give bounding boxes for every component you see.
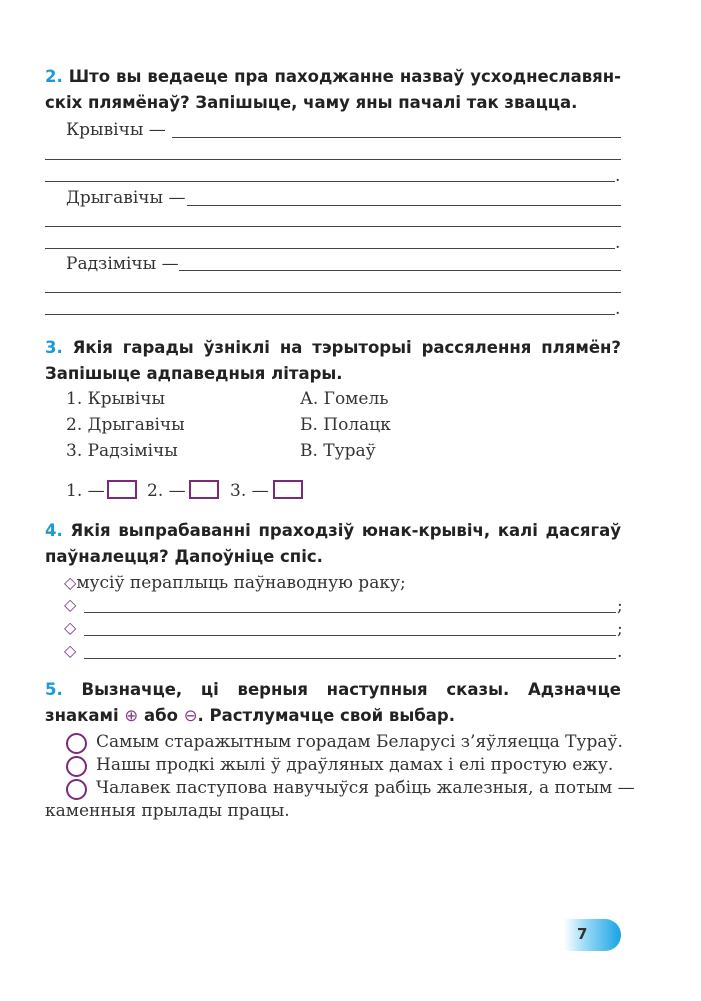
q2-item-dryhavichy: Дрыгавічы — [66,188,186,208]
q4-line-end: . [617,642,623,662]
question-4-number: 4. [45,521,63,540]
q5-statement-3-continuation: каменныя прылады працы. [45,801,290,821]
question-5-number: 5. [45,680,63,699]
q3-answer-box-1[interactable] [107,480,137,499]
q2-answer-line[interactable] [45,292,621,293]
diamond-bullet-icon: ◇ [64,573,77,592]
question-5-title [45,677,621,729]
q3-tribe-3: 3. Радзімічы [66,441,178,461]
q2-item-radzimichy: Радзімічы — [66,254,179,274]
page-number: 7 [577,925,588,943]
q5-statement-1: Самым старажытным горадам Беларусі з’яўляецца Тураў. [96,732,623,752]
q4-answer-line[interactable] [84,658,616,659]
question-3-number: 3. [45,338,63,357]
q5-statement-3: Чалавек паступова навучыўся рабіць жалезныя, а потым — [96,778,635,798]
q2-period: . [615,233,621,253]
q4-line-end: ; [617,619,623,639]
diamond-bullet-icon: ◇ [64,595,77,614]
q3-tribe-2: 2. Дрыгавічы [66,415,185,435]
question-5-text-part1: Вызначце, ці верныя наступныя сказы. Адзначце знакамі [45,680,621,725]
q4-line-end: ; [617,596,623,616]
q2-item-krivichy: Крывічы — [66,120,166,140]
q2-answer-line[interactable] [45,226,621,227]
q4-answer-line[interactable] [84,635,616,636]
q2-period: . [615,166,621,186]
diamond-bullet-icon: ◇ [64,618,77,637]
question-4-text: Якія выпрабаванні праходзіў юнак-крывіч, калі дасягаў паўналецця? Дапоўніце спіс. [45,521,621,566]
q3-city-c: В. Тураў [300,441,376,461]
question-2-title [45,64,621,116]
q5-mark-circle-1[interactable] [66,733,87,754]
q5-mark-circle-3[interactable] [66,779,87,800]
q2-answer-line[interactable] [179,270,621,271]
question-2-text: Што вы ведаеце пра паходжанне назваў усходнеславян-скіх плямёнаў? Запішыце, чаму яны пачалі так звацца. [45,67,621,112]
q3-city-a: А. Гомель [300,389,389,409]
question-3-title [45,335,621,387]
q3-answer-label-1: 1. — [66,481,105,501]
q4-answer-line[interactable] [84,612,616,613]
q4-list-item [64,572,406,594]
diamond-bullet-icon: ◇ [64,641,77,660]
q2-answer-line[interactable] [45,181,615,182]
q2-answer-line[interactable] [45,248,615,249]
plus-sign-icon: ⊕ [124,706,139,725]
q3-answer-label-2: 2. — [147,481,186,501]
q2-answer-line[interactable] [45,159,621,160]
minus-sign-icon: ⊖ [183,706,198,725]
question-5-text-part2: або [143,706,178,725]
q2-answer-line[interactable] [187,205,621,206]
question-5-text-part3: . Растлумачце свой выбар. [197,706,456,725]
page-number-tab [564,919,621,951]
question-4-title [45,518,621,570]
q5-statement-2: Нашы продкі жылі ў драўляных дамах і елі простую ежу. [96,755,614,775]
question-2-number: 2. [45,67,63,86]
q2-answer-line[interactable] [45,314,615,315]
q3-tribe-1: 1. Крывічы [66,389,165,409]
q5-mark-circle-2[interactable] [66,756,87,777]
q3-answer-box-2[interactable] [189,480,219,499]
q3-answer-box-3[interactable] [273,480,303,499]
q3-answer-label-3: 3. — [230,481,269,501]
question-3-text: Якія гарады ўзніклі на тэрыторыі рассялення плямён? Запішыце адпаведныя літары. [45,338,621,383]
q2-answer-line[interactable] [172,137,621,138]
q3-city-b: Б. Полацк [300,415,391,435]
q4-first-item: мусіў пераплыць паўнаводную раку; [76,573,406,593]
q2-period: . [615,299,621,319]
